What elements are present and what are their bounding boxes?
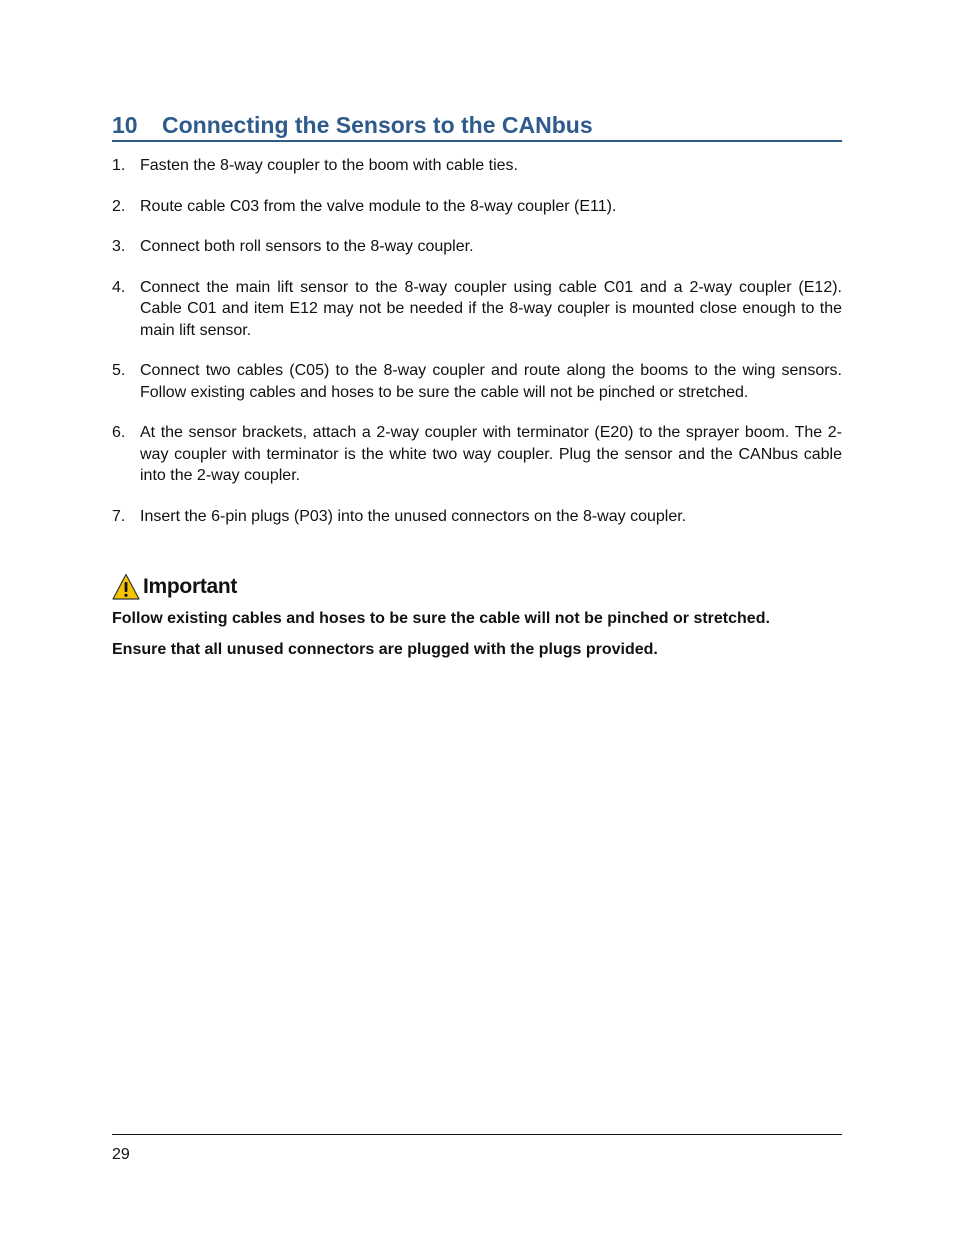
step-text: Insert the 6-pin plugs (P03) into the unused connectors on the 8-way coupler. [140, 507, 687, 525]
section-number: 10 [112, 112, 138, 138]
important-callout [112, 572, 842, 669]
step-number: 1. [112, 157, 126, 174]
important-label: Important [143, 575, 238, 598]
step-text: Connect the main lift sensor to the 8-way coupler using cable C01 and a 2-way coupler (E12). Cable C01 and item E12 may not be needed if the 8-way coupler is mounted close enough to the main lift sensor. [140, 278, 842, 339]
list-item [112, 196, 842, 218]
steps-list [112, 155, 842, 546]
important-heading [112, 572, 842, 602]
list-item [112, 360, 842, 403]
step-text: Fasten the 8-way coupler to the boom with cable ties. [140, 157, 518, 174]
step-text: Connect both roll sensors to the 8-way coupler. [140, 238, 474, 255]
section-title: Connecting the Sensors to the CANbus [162, 112, 593, 138]
step-number: 5. [112, 362, 126, 379]
important-note: Follow existing cables and hoses to be sure the cable will not be pinched or stretched. [112, 610, 770, 627]
step-number: 4. [112, 278, 126, 296]
list-item [112, 422, 842, 487]
step-number: 2. [112, 197, 126, 215]
section-heading [112, 110, 842, 142]
step-number: 3. [112, 238, 126, 255]
list-item [112, 506, 842, 528]
step-text: At the sensor brackets, attach a 2-way coupler with terminator (E20) to the sprayer boom. The 2-way coupler with terminator is the white two way coupler. Plug the sensor and the CANbus cable into the 2-way coupler. [140, 424, 842, 484]
step-text: Route cable C03 from the valve module to the 8-way coupler (E11). [140, 197, 617, 215]
step-number: 7. [112, 507, 126, 525]
footer-divider [112, 1134, 842, 1135]
list-item [112, 277, 842, 342]
warning-icon [112, 573, 140, 601]
list-item [112, 236, 842, 258]
important-note: Ensure that all unused connectors are plugged with the plugs provided. [112, 640, 658, 658]
page-number: 29 [112, 1146, 130, 1163]
step-text: Connect two cables (C05) to the 8-way coupler and route along the booms to the wing sensors. Follow existing cables and hoses to be sure the cable will not be pinched or stretched. [140, 362, 842, 401]
document-page [112, 0, 842, 1235]
step-number: 6. [112, 424, 126, 441]
list-item [112, 155, 842, 177]
